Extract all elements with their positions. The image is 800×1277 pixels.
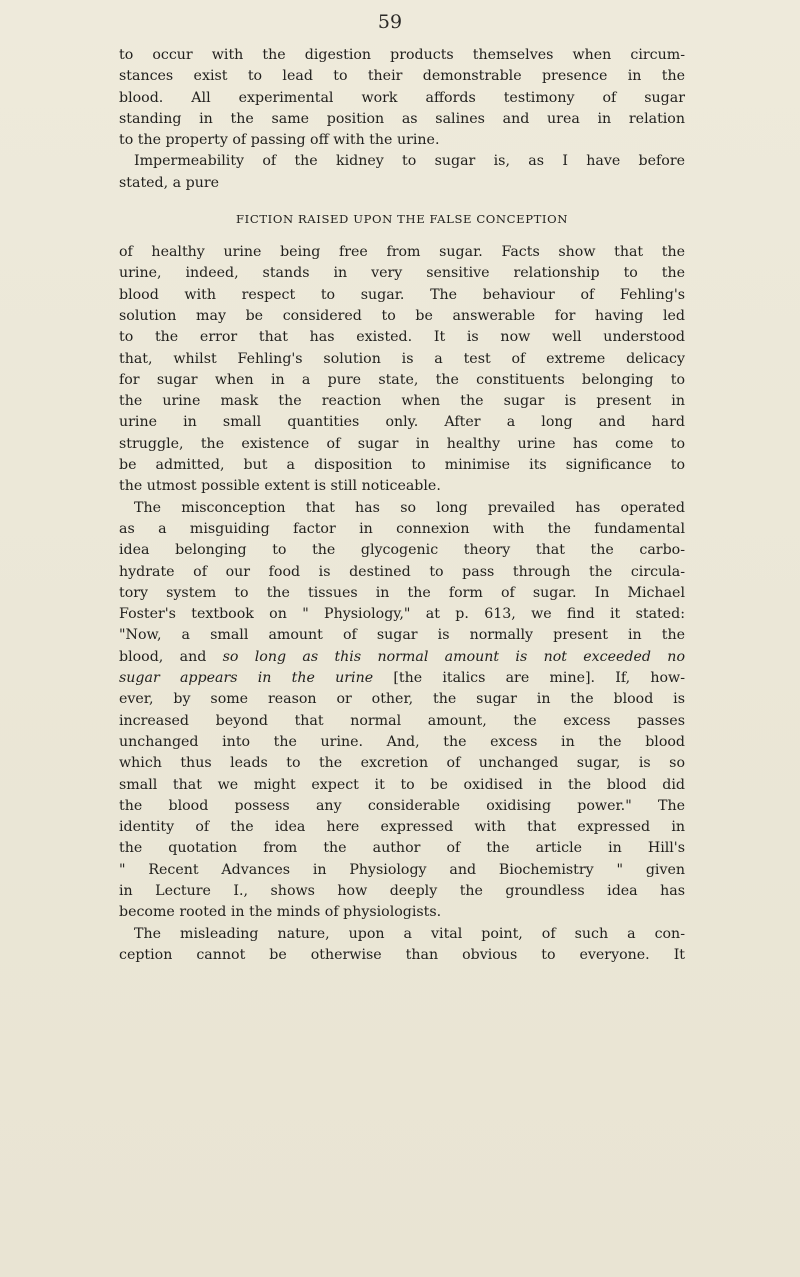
text-line: to occur with the digestion products themselves when circum-: [119, 47, 685, 63]
text-line: ever, by some reason or other, the sugar in the blood is: [119, 691, 685, 708]
text-line: tory system to the tissues in the form of sugar. In Michael: [119, 584, 685, 601]
text-line: stances exist to lead to their demonstrable presence in the: [119, 68, 685, 85]
text-line: the quotation from the author of the article in Hill's: [119, 840, 685, 857]
text-line: blood. All experimental work affords testimony of sugar: [119, 89, 685, 106]
text-line: the utmost possible extent is still noticeable.: [119, 478, 441, 495]
text-line: ception cannot be otherwise than obvious to everyone. It: [119, 946, 685, 963]
text-line: The misleading nature, upon a vital point, of such a con-: [134, 925, 685, 942]
text-line: standing in the same position as salines and urea in relation: [119, 110, 685, 127]
italic-quote: sugar appears in the urine: [119, 670, 374, 687]
page-body: [119, 45, 685, 966]
text-line: idea belonging to the glycogenic theory that the carbo-: [119, 542, 685, 559]
text-line: be admitted, but a disposition to minimise its significance to: [119, 457, 685, 474]
text-line: that, whilst Fehling's solution is a test of extreme delicacy: [119, 350, 685, 367]
text-line: hydrate of our food is destined to pass through the circula-: [119, 563, 685, 580]
text-line: in Lecture I., shows how deeply the groundless idea has: [119, 882, 685, 899]
text-line: become rooted in the minds of physiologists.: [119, 904, 442, 921]
text-line: the urine mask the reaction when the sugar is present in: [119, 393, 685, 410]
text-line: " Recent Advances in Physiology and Biochemistry " given: [119, 861, 685, 878]
text-segment: blood, and: [119, 648, 223, 665]
text-line: urine, indeed, stands in very sensitive relationship to the: [119, 265, 685, 282]
text-line: the blood possess any considerable oxidising power." The: [119, 797, 685, 814]
text-line: Impermeability of the kidney to sugar is, as I have before: [134, 153, 685, 170]
text-line: to the property of passing off with the urine.: [119, 132, 440, 149]
section-heading: FICTION RAISED UPON THE FALSE CONCEPTION: [236, 212, 568, 227]
text-line: [119, 647, 685, 668]
text-line: small that we might expect it to be oxidised in the blood did: [119, 776, 685, 793]
text-segment: [the italics are mine]. If, how-: [373, 670, 685, 687]
text-line: Foster's textbook on " Physiology," at p. 613, we find it stated:: [119, 606, 685, 623]
text-line: unchanged into the urine. And, the excess in the blood: [119, 733, 685, 750]
text-line: "Now, a small amount of sugar is normally present in the: [119, 627, 685, 644]
text-line: urine in small quantities only. After a long and hard: [119, 414, 685, 431]
italic-quote: so long as this normal amount is not exceeded no: [222, 648, 685, 665]
text-line: to the error that has existed. It is now well understood: [119, 329, 685, 346]
text-line: The misconception that has so long prevailed has operated: [134, 499, 685, 516]
page-number: 59: [377, 11, 403, 33]
text-line: identity of the idea here expressed with that expressed in: [119, 819, 685, 836]
text-line: [119, 668, 685, 689]
text-line: struggle, the existence of sugar in healthy urine has come to: [119, 435, 685, 452]
text-line: increased beyond that normal amount, the excess passes: [119, 712, 685, 729]
text-line: stated, a pure: [119, 174, 220, 191]
text-line: for sugar when in a pure state, the constituents belonging to: [119, 371, 685, 388]
text-line: as a misguiding factor in connexion with the fundamental: [119, 520, 685, 537]
text-line: solution may be considered to be answerable for having led: [119, 307, 685, 324]
text-line: blood with respect to sugar. The behaviour of Fehling's: [119, 286, 685, 303]
text-line: of healthy urine being free from sugar. Facts show that the: [119, 244, 685, 261]
text-line: which thus leads to the excretion of unchanged sugar, is so: [119, 755, 685, 772]
